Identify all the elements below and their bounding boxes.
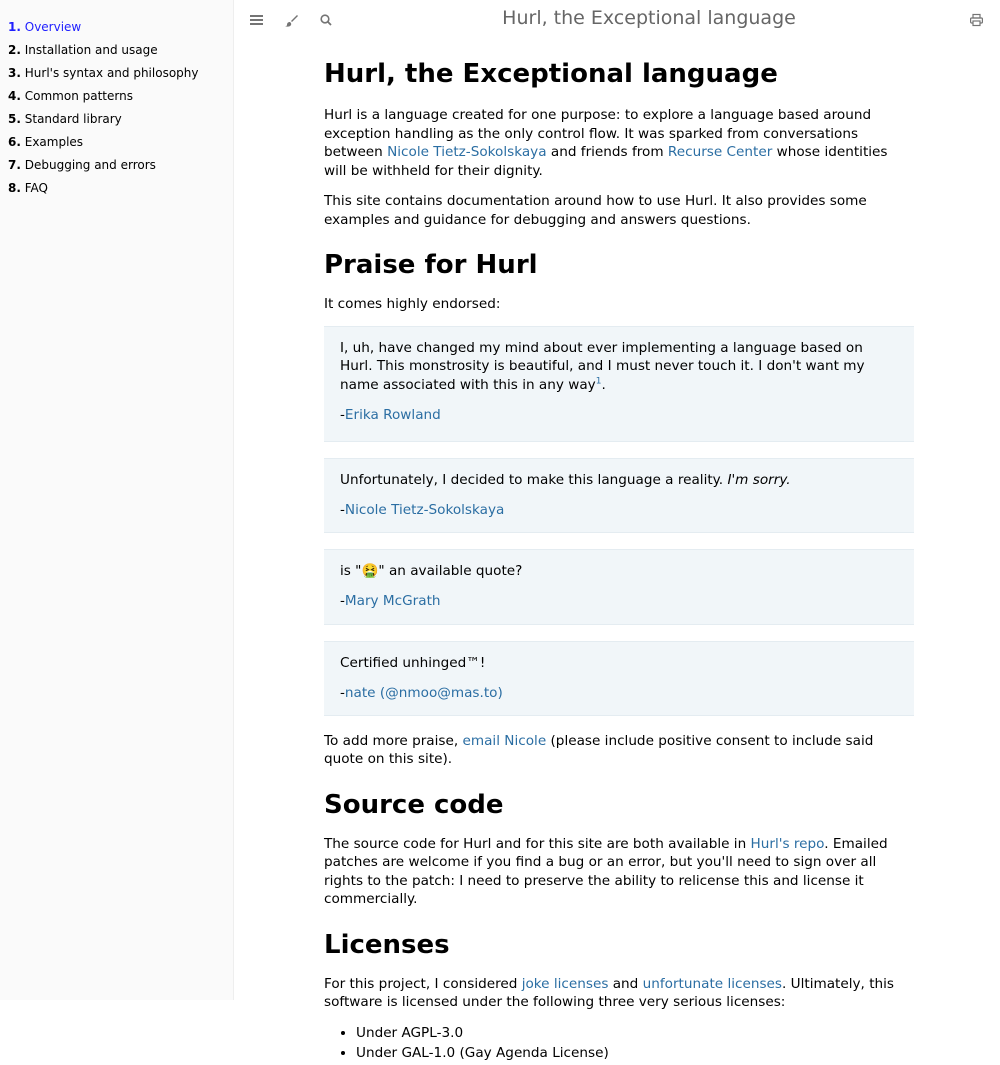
quote-body: .	[601, 376, 606, 393]
licenses-heading: Licenses	[324, 929, 450, 960]
list-item: • Under GAL-1.0 (Gay Agenda License)	[356, 1044, 914, 1063]
source-code-heading: Source code	[324, 789, 504, 820]
source-text: . Emailed patches are welcome if you find a bug or an error, but you'll need to sign over all rights to the patch: I need to preserve the ability to relicense this and license it commercially.	[324, 835, 888, 907]
chapter-number: 8.	[8, 181, 21, 195]
quote-block	[324, 549, 914, 625]
praise-heading: Praise for Hurl	[324, 250, 538, 280]
sidebar-item-label: Hurl's syntax and philosophy	[24, 66, 199, 80]
print-button[interactable]	[966, 10, 986, 30]
chapter-number: 7.	[8, 158, 21, 172]
quote-body: is "	[340, 562, 362, 579]
chapter-number: 3.	[8, 66, 21, 80]
main-content	[324, 52, 914, 1065]
quote-attribution	[340, 592, 898, 611]
intro-paragraph	[324, 106, 914, 180]
chapter-number: 2.	[8, 43, 21, 57]
chapter-number: 1.	[8, 20, 21, 34]
sidebar-item-installation[interactable]	[0, 41, 233, 64]
sidebar-item-faq[interactable]	[0, 179, 233, 202]
hurls-repo-link[interactable]: Hurl's repo	[750, 835, 825, 852]
menu-bar	[234, 0, 1000, 40]
author-link[interactable]: Erika Rowland	[344, 407, 441, 423]
intro-text: Hurl is a language created for one purpose: to explore a language based around exception handling as the only control flow. It was sparked from conversations between	[324, 107, 872, 160]
author-link[interactable]: Mary McGrath	[344, 593, 441, 609]
chapter-number: 5.	[8, 112, 21, 126]
joke-licenses-link[interactable]: joke licenses	[521, 975, 609, 992]
quote-block	[324, 641, 914, 716]
dash: -	[340, 685, 345, 701]
licenses-text: . Ultimately, this software is licensed under the following three very serious licenses:	[324, 975, 895, 1010]
nicole-link[interactable]: Nicole Tietz-Sokolskaya	[387, 144, 547, 160]
licenses-paragraph	[324, 975, 914, 1012]
page-title: Hurl, the Exceptional language	[324, 59, 778, 89]
quote-emphasis: I'm sorry.	[727, 471, 791, 488]
license-list	[356, 1024, 914, 1063]
sidebar-item-overview[interactable]	[0, 18, 233, 41]
quote-attribution	[340, 406, 898, 425]
licenses-text: and	[608, 975, 643, 992]
chapter-number: 6.	[8, 135, 21, 149]
source-code-paragraph	[324, 835, 914, 909]
sidebar-item-label: Debugging and errors	[24, 158, 156, 172]
dash: -	[340, 593, 345, 609]
book-title: Hurl, the Exceptional language	[502, 7, 796, 29]
author-link[interactable]: nate (@nmoo@mas.to)	[344, 685, 503, 701]
source-text: The source code for Hurl and for this site are both available in	[324, 835, 751, 852]
sidebar-item-label: Examples	[24, 135, 84, 149]
quote-body: Unfortunately, I decided to make this language a reality.	[340, 471, 728, 488]
unfortunate-licenses-link[interactable]: unfortunate licenses	[642, 975, 782, 992]
author-link[interactable]: Nicole Tietz-Sokolskaya	[344, 502, 505, 518]
footnote-link[interactable]: 1	[595, 375, 602, 386]
email-nicole-link[interactable]: email Nicole	[462, 732, 547, 749]
sidebar-item-debugging[interactable]	[0, 156, 233, 179]
quote-body: I, uh, have changed my mind about ever implementing a language based on Hurl. This monstrosity is beautiful, and I must never touch it. I don't want my name associated with this in any way	[340, 339, 865, 393]
quote-attribution	[340, 501, 898, 520]
sidebar-item-label: Overview	[24, 20, 82, 34]
sidebar	[0, 0, 234, 1000]
intro-text: whose identities will be withheld for their dignity.	[324, 144, 888, 179]
quote-text	[340, 339, 898, 395]
sidebar-item-label: Standard library	[24, 112, 122, 126]
add-praise-text: To add more praise,	[324, 732, 463, 749]
list-item: • Under AGPL-3.0	[356, 1024, 914, 1043]
quote-text: Certified unhinged™!	[340, 654, 486, 671]
sidebar-item-examples[interactable]	[0, 133, 233, 156]
quote-text	[340, 471, 898, 490]
dash: -	[340, 407, 345, 423]
intro-text: and friends from	[546, 144, 668, 160]
sidebar-item-label: Installation and usage	[24, 43, 158, 57]
quote-block	[324, 458, 914, 533]
add-praise-text: (please include positive consent to include said quote on this site).	[324, 732, 874, 767]
vomiting-face-icon: 🤮	[361, 562, 379, 579]
sidebar-item-syntax[interactable]	[0, 64, 233, 87]
printer-icon	[970, 14, 983, 26]
sidebar-item-common-patterns[interactable]	[0, 87, 233, 110]
sidebar-item-standard-library[interactable]	[0, 110, 233, 133]
quote-body: " an available quote?	[378, 562, 523, 579]
quote-attribution	[340, 684, 898, 703]
praise-intro: It comes highly endorsed:	[324, 296, 501, 312]
recurse-center-link[interactable]: Recurse Center	[667, 144, 773, 160]
quote-block	[324, 326, 914, 442]
intro-paragraph-2: This site contains documentation around how to use Hurl. It also provides some examples and guidance for debugging and answers questions.	[324, 193, 867, 228]
add-praise-paragraph	[324, 732, 914, 769]
dash: -	[340, 502, 345, 518]
chapter-number: 4.	[8, 89, 21, 103]
sidebar-item-label: FAQ	[24, 181, 48, 195]
licenses-text: For this project, I considered	[324, 975, 522, 992]
quote-text	[340, 562, 898, 581]
chapter-list	[0, 18, 233, 202]
sidebar-item-label: Common patterns	[24, 89, 133, 103]
